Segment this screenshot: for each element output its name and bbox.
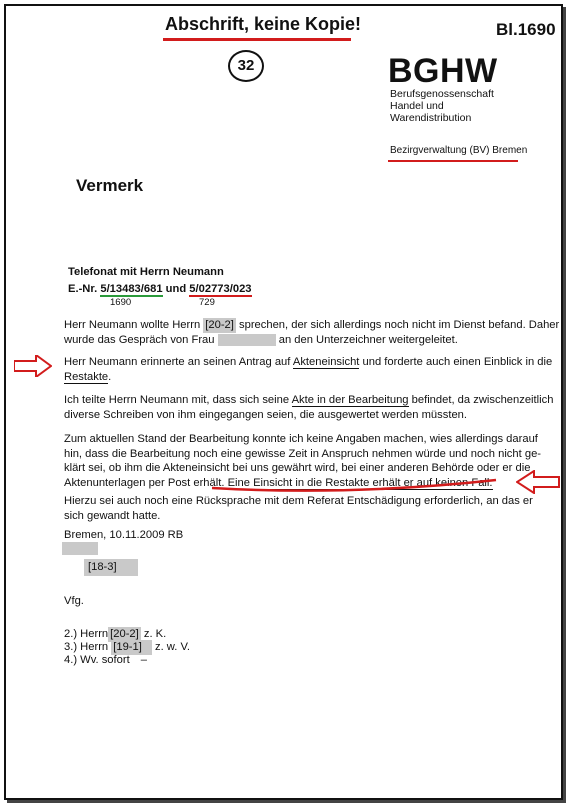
p1-text-b: sprechen, der sich allerdings noch nicht im Dienst befand. Daher <box>239 319 560 331</box>
ref-and: und <box>165 283 187 295</box>
date-line: Bremen, 10.11.2009 RB <box>64 529 184 541</box>
logo-line-1: Berufsgenossenschaft <box>390 88 494 100</box>
d1-action: z. K. <box>143 628 167 640</box>
paragraph-1 <box>64 318 560 347</box>
logo-subtitle <box>390 88 494 124</box>
p3-text-a: Ich teilte Herrn Neumann mit, dass sich seine <box>64 394 290 406</box>
redacted-name-block <box>218 334 276 346</box>
d1-label: 2.) Herrn <box>64 628 109 640</box>
p4-line-2: hin, dass die Bearbeitung noch eine gewisse Zeit in Anspruch nehmen würde und noch nicht ge- <box>64 447 542 460</box>
p5-line-1: Hierzu sei auch noch eine Rücksprache mit dem Referat Entschädigung erforderlich, an das er <box>64 495 533 507</box>
vfg-label: Vfg. <box>64 595 84 607</box>
redacted-tag-20-2-b: [20-2] <box>110 628 139 640</box>
d3-mark: – <box>140 654 148 666</box>
p1-text-c: wurde das Gespräch von Frau <box>64 333 215 346</box>
p2-period: . <box>108 370 112 383</box>
p4-highlighted-sentence: Eine Einsicht in die Restakte erhält er auf keinen Fall. <box>227 476 493 489</box>
paragraph-5 <box>64 494 544 523</box>
paragraph-2 <box>64 355 553 384</box>
redacted-tag-20-2: [20-2] <box>205 319 234 331</box>
p2-text-a: Herr Neumann erinnerte an seinen Antrag auf <box>64 356 291 368</box>
reference-line <box>68 282 252 297</box>
ref-number-2: 5/02773/023 <box>189 283 252 295</box>
ref-2-note: 729 <box>199 297 215 308</box>
d2-label: 3.) Herrn <box>64 641 109 653</box>
p1-text-d: an den Unterzeichner weitergeleitet. <box>278 333 458 346</box>
ref-prefix: E.-Nr. <box>68 283 98 295</box>
p4-line-1: Zum aktuellen Stand der Bearbeitung konnte ich keine Angaben machen, wies allerdings darauf <box>64 433 538 445</box>
redacted-tag-19-1: [19-1] <box>111 640 152 655</box>
stamp-text: Abschrift, keine Kopie! <box>165 14 362 34</box>
d2-action: z. w. V. <box>154 641 190 653</box>
department-underline <box>388 160 518 162</box>
stamp-underline <box>163 38 351 41</box>
redacted-signature-block <box>62 542 98 555</box>
distribution-item-4 <box>64 653 147 668</box>
p2-text-b: und forderte auch einen Einblick in die <box>362 356 553 368</box>
department-name: Bezirgverwaltung (BV) Bremen <box>390 145 528 156</box>
p5-line-2: sich gewandt hatte. <box>64 509 161 522</box>
p1-text-a: Herr Neumann wollte Herrn <box>64 319 201 331</box>
left-arrow-annotation <box>14 355 52 377</box>
p3-text-b: befindet, da zwischenzeitlich <box>411 394 554 406</box>
page-number-circle: 32 <box>228 50 264 82</box>
p4-line-3: klärt sei, ob ihm die Akteneinsicht bei uns gewährt wird, bei einer anderen Behörde oder er die <box>64 462 531 474</box>
p3-text-c: diverse Schreiben von ihm eingegangen seien, die ausgewertet werden müssten. <box>64 408 467 421</box>
document-title: Vermerk <box>76 176 144 195</box>
logo-bghw: BGHW <box>388 52 498 90</box>
paragraph-3 <box>64 393 554 422</box>
d3-label: 4.) Wv. sofort <box>64 654 130 666</box>
p4-line-4a: Aktenunterlagen per Post erhält. <box>64 476 225 489</box>
p3-akte: Akte in der Bearbeitung <box>291 394 409 406</box>
logo-line-3: Warendistribution <box>390 112 472 124</box>
right-arrow-annotation <box>516 470 560 494</box>
p2-restakte: Restakte <box>64 370 109 383</box>
redacted-tag-18-3: [18-3] <box>84 559 138 576</box>
sheet-number: Bl.1690 <box>496 20 556 39</box>
logo-line-2: Handel und <box>390 100 444 112</box>
p2-akteneinsicht: Akteneinsicht <box>292 356 360 368</box>
ref-number-1: 5/13483/681 <box>100 283 163 295</box>
ref-1-note: 1690 <box>110 297 132 308</box>
subject-line: Telefonat mit Herrn Neumann <box>68 266 224 278</box>
